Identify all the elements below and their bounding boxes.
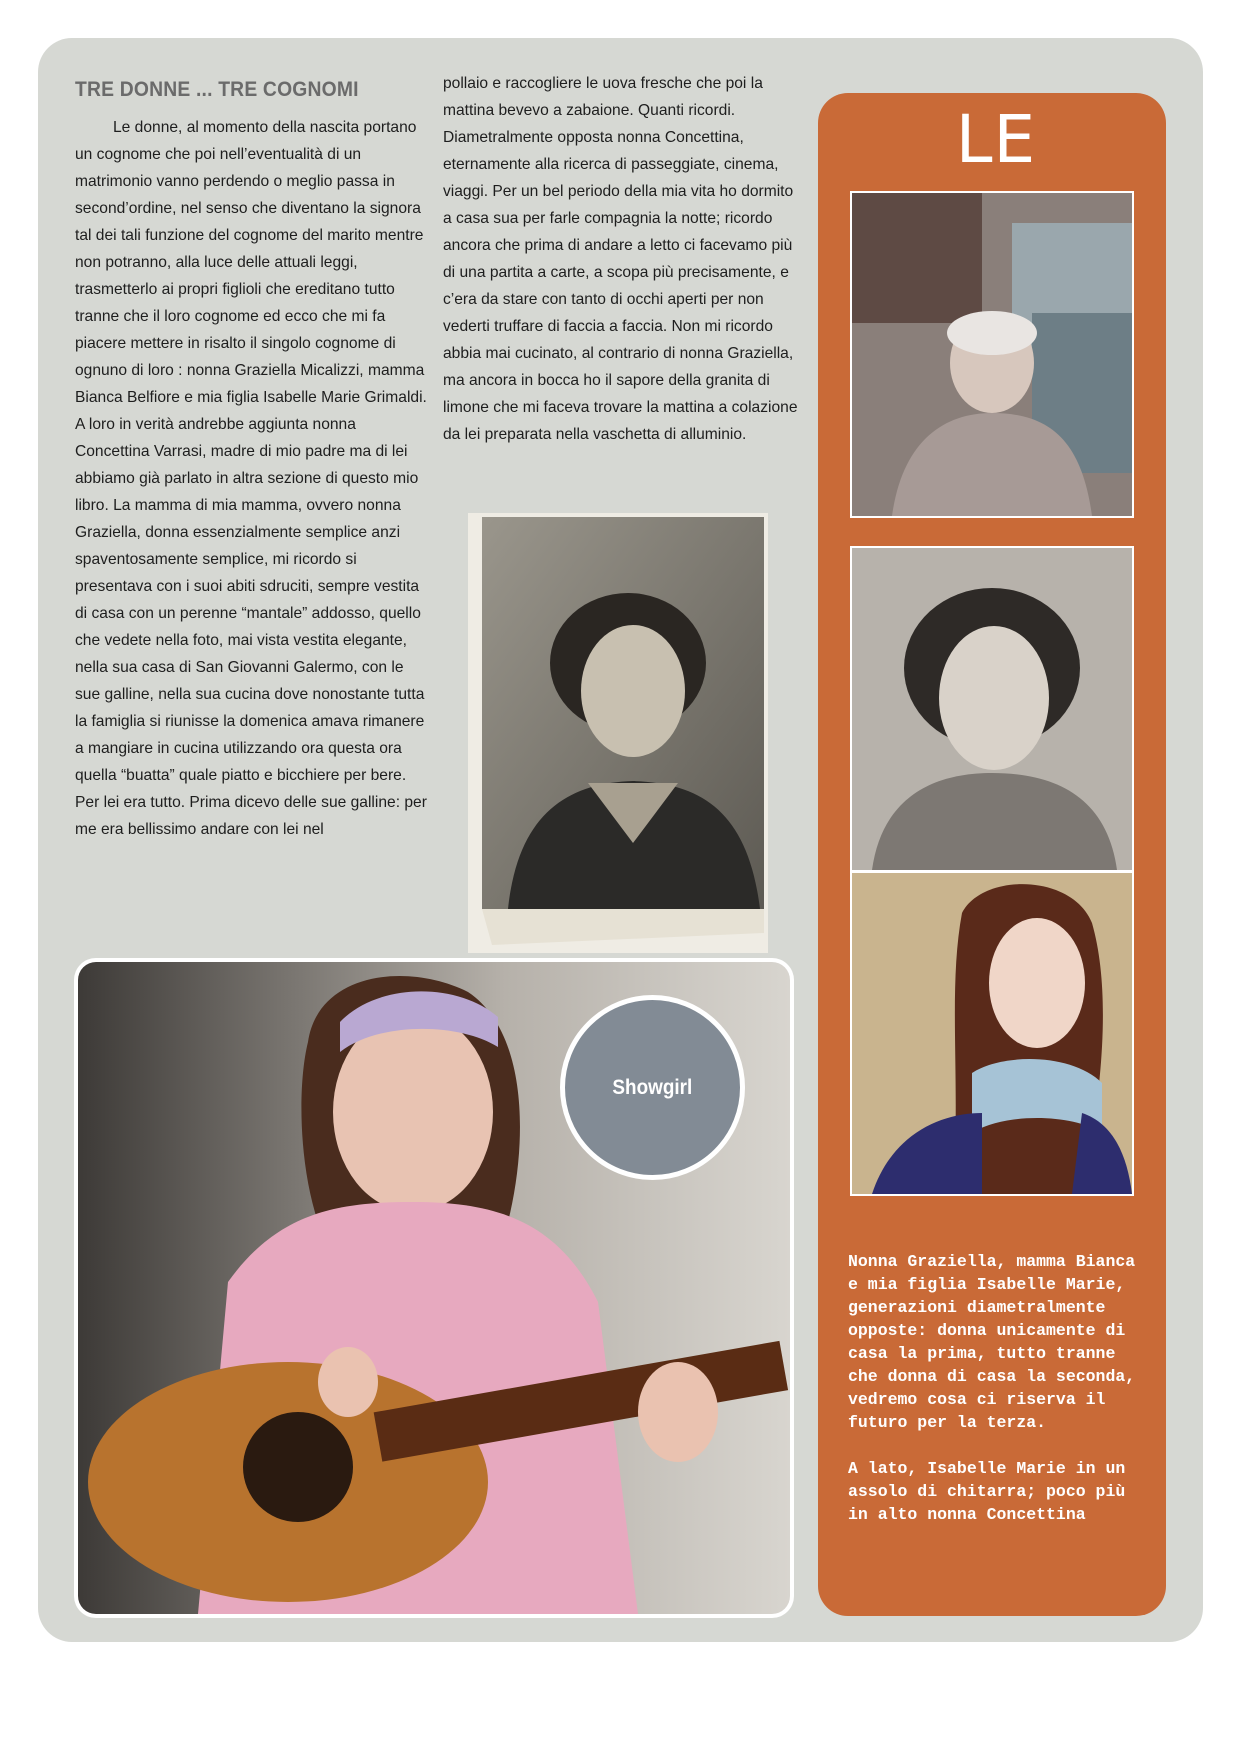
sidebar-caption: [848, 1250, 1148, 1549]
sidebar-title: LE: [955, 101, 1037, 178]
photo-nonna-concettina: [850, 191, 1134, 518]
article-title: TRE DONNE ... TRE COGNOMI: [75, 78, 359, 101]
showgirl-badge: [560, 995, 745, 1180]
article-column-1: Le donne, al momento della nascita portano un cognome che poi nell’eventualità di un matrimonio vanno perdendo o meglio passa in second’ordine, nel senso che diventano la signora tal dei tali funzione del cognome del marito mentre non potranno, alla luce delle attuali leggi, trasmetterlo ai propri figlioli che ereditano tutto tranne che il loro cognome ed ecco che mi fa piacere mettere in risalto il singolo cognome di ognuno di loro : nonna Graziella Micalizzi, mamma Bianca Belfiore e mia figlia Isabelle Marie Grimaldi. A loro in verità andrebbe aggiunta nonna Concettina Varrasi, madre di mio padre ma di lei abbiamo già parlato in altra sezione di questo mio libro. La mamma di mia mamma, ovvero nonna Graziella, donna essenzialmente semplice anzi spaventosamente semplice, mi ricordo si presentava con i suoi abiti sdruciti, sempre vestita di casa con un perenne “mantale” addosso, quello che vedete nella foto, mai vista vestita elegante, nella sua casa di San Giovanni Galermo, con le sue galline, nella sua cucina dove nonostante tutta la famiglia si riunisse la domenica amava rimanere a mangiare in cucina utilizzando ora questa ora quella “buatta” quale piatto e bicchiere per bere. Per lei era tutto. Prima dicevo delle sue galline: per me era bellissimo andare con lei nel: [75, 119, 427, 838]
photo-mamma-bianca: [850, 546, 1134, 872]
sidebar-caption-paragraph-2: A lato, Isabelle Marie in un assolo di chitarra; poco più in alto nonna Concettina: [848, 1459, 1126, 1524]
photo-grandmother-graziella: [468, 513, 768, 953]
photo-isabelle-marie: [850, 871, 1134, 1196]
sidebar-caption-paragraph-1: Nonna Graziella, mamma Bianca e mia figlia Isabelle Marie, generazioni diametralmente opposte: donna unicamente di casa la prima, tutto tranne che donna di casa la seconda, vedremo cosa ci riserva il futuro per la terza.: [848, 1252, 1136, 1432]
showgirl-badge-label: Showgirl: [612, 1075, 693, 1099]
article-column-2: pollaio e raccogliere le uova fresche che poi la mattina bevevo a zabaione. Quanti ricordi. Diametralmente opposta nonna Concettina, eternamente alla ricerca di passeggiate, cinema, viaggi. Per un bel periodo della mia vita ho dormito a casa sua per farle compagnia la notte; ricordo ancora che prima di andare a letto ci facevamo più di una partita a carte, a scopa più precisamente, e c’era da stare con tanto di occhi aperti per non vederti truffare di faccia a faccia. Non mi ricordo abbia mai cucinato, al contrario di nonna Graziella, ma ancora in bocca ho il sapore della granita di limone che mi faceva trovare la mattina a colazione da lei preparata nella vaschetta di alluminio.: [443, 75, 798, 443]
